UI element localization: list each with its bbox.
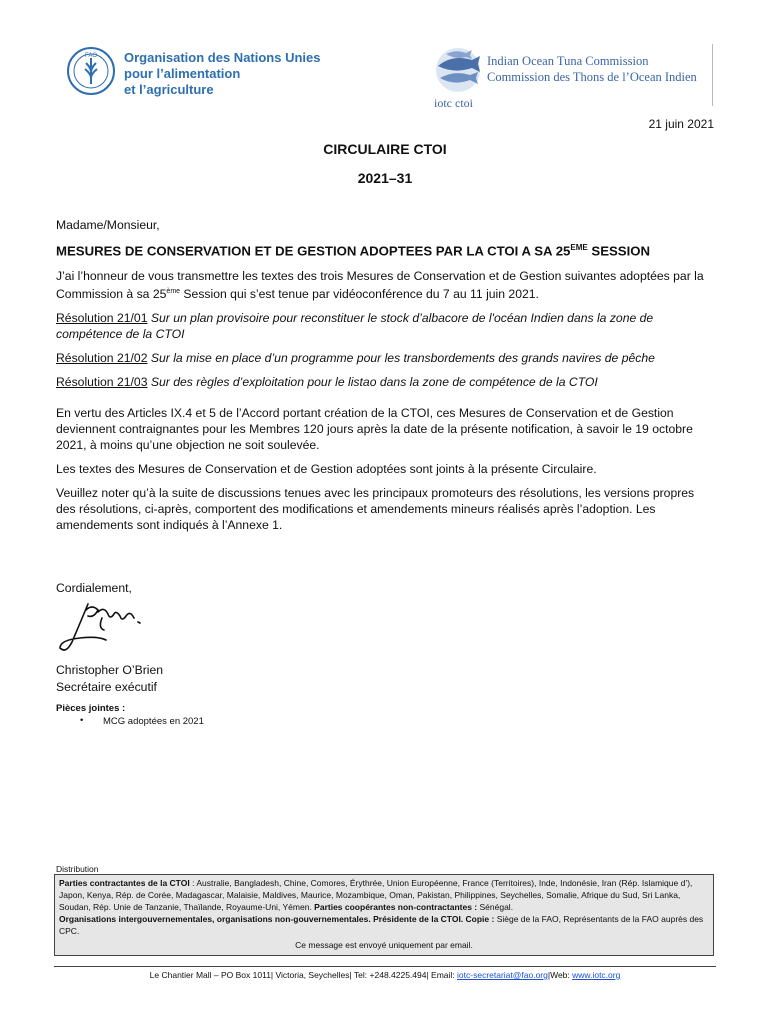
fao-logo: [66, 46, 116, 96]
resolution-label: Résolution 21/02: [56, 351, 148, 365]
parties-label: Parties contractantes de la CTOI: [59, 878, 190, 888]
letter-date: 21 juin 2021: [648, 117, 714, 131]
header-divider: [712, 44, 713, 106]
intro-text: J’ai l’honneur de vous transmettre les textes des trois Mesures de Conservation et de Gestion suivantes adoptées par la Commission à sa 25: [56, 269, 704, 302]
closing: Cordialement,: [56, 581, 132, 595]
intro-sup: ème: [166, 288, 181, 295]
body-paragraph: Les textes des Mesures de Conservation et de Gestion adoptées sont joints à la présente Circulaire.: [56, 462, 597, 476]
footer-divider: [54, 966, 716, 967]
attachments-label: Pièces jointes :: [56, 703, 126, 714]
circular-number: 2021–31: [357, 170, 413, 186]
svg-text:FAO: FAO: [84, 53, 98, 59]
orgs-label: Organisations intergouvernementales, organisations non-gouvernementales. Présidente de la CTOI. Copie :: [59, 914, 495, 924]
resolution-label: Résolution 21/01: [56, 311, 148, 325]
footer-address: Le Chantier Mall – PO Box 1011| Victoria, Seychelles| Tel: +248.4225.494| Email:: [149, 970, 458, 980]
signatory-role: Secrétaire exécutif: [56, 680, 157, 694]
fao-name: [124, 50, 321, 98]
subject-heading-end: SESSION: [587, 243, 651, 259]
coop-list: Sénégal.: [477, 902, 514, 912]
iotc-fish-logo: [432, 44, 484, 94]
resolution-label: Résolution 21/03: [56, 375, 148, 389]
iotc-acronym: iotc ctoi: [434, 96, 473, 110]
bullet-icon: •: [80, 715, 84, 726]
resolution-title: Sur des règles d’exploitation pour le listao dans la zone de compétence de la CTOI: [147, 375, 598, 389]
attachment-item: MCG adoptées en 2021: [103, 716, 204, 727]
distribution-label: Distribution: [56, 864, 99, 874]
footer-email-link[interactable]: iotc-secretariat@fao.org: [457, 970, 548, 980]
intro-paragraph: [56, 268, 716, 302]
handwritten-signature: [58, 598, 158, 660]
distribution-box: [54, 874, 714, 956]
subject-heading: [56, 243, 650, 258]
coop-label: Parties coopérantes non-contractantes :: [314, 902, 478, 912]
resolution-item: [56, 374, 716, 390]
resolution-item: [56, 350, 716, 366]
iotc-name: [487, 53, 697, 85]
distribution-text: [59, 877, 709, 937]
orgs-list: Siège de la FAO, Représentants de la FAO auprès des CPC.: [59, 914, 704, 936]
fao-name-line: Organisation des Nations Unies: [124, 50, 321, 65]
body-paragraph: Veuillez noter qu’à la suite de discussions tenues avec les principaux promoteurs des résolutions, les versions propres des résolutions, ci-après, comportent des modifications et amendements mineurs réalisés après l’adoption. Les amendements sont indiqués à l’Annexe 1.: [56, 486, 695, 532]
body-paragraph: En vertu des Articles IX.4 et 5 de l’Accord portant création de la CTOI, ces Mesures de Conservation et de Gestion deviennent contraignantes pour les Membres 120 jours après la date de la présente notification, à savoir le 19 octobre 2021, à moins qu’une objection ne soit soulevée.: [56, 406, 693, 452]
fao-name-line: pour l’alimentation: [124, 66, 241, 81]
iotc-name-en: Indian Ocean Tuna Commission: [487, 54, 649, 68]
resolution-item: [56, 310, 716, 342]
iotc-name-fr: Commission des Thons de l’Ocean Indien: [487, 70, 697, 84]
distribution-note: Ce message est envoyé uniquement par email.: [295, 940, 473, 950]
intro-text-end: Session qui s’est tenue par vidéoconférence du 7 au 11 juin 2021.: [180, 287, 539, 302]
footer-web-label: |Web:: [547, 970, 573, 980]
footer: [0, 970, 770, 980]
salutation: Madame/Monsieur,: [56, 218, 160, 232]
signatory-name: Christopher O’Brien: [56, 663, 164, 677]
circular-title: CIRCULAIRE CTOI: [323, 141, 447, 157]
fao-name-line: et l’agriculture: [124, 82, 214, 97]
resolution-title: Sur la mise en place d’un programme pour les transbordements des grands navires de pêche: [147, 351, 655, 365]
footer-web-link[interactable]: www.iotc.org: [572, 970, 621, 980]
subject-heading-main: MESURES DE CONSERVATION ET DE GESTION ADOPTEES PAR LA CTOI A SA 25: [56, 243, 571, 259]
parties-list: : Australie, Bangladesh, Chine, Comores, Érythrée, Union Européenne, France (Territoires), Inde, Indonésie, Iran (Rép. Islamique d’), Japon, Kenya, Rép. de Corée, Madagascar, Malaisie, Maldives, Maurice, Mozambique, Oman, Pakistan, Philippines, Seychelles, Somalie, Afrique du Sud, Sri Lanka, Soudan, Rép. Unie de Tanzanie, Thaïlande, Royaume-Uni, Yémen.: [59, 878, 693, 912]
subject-heading-sup: EME: [570, 243, 588, 252]
resolution-title: Sur un plan provisoire pour reconstituer le stock d’albacore de l'océan Indien dans la zone de compétence de la CTOI: [56, 311, 654, 341]
